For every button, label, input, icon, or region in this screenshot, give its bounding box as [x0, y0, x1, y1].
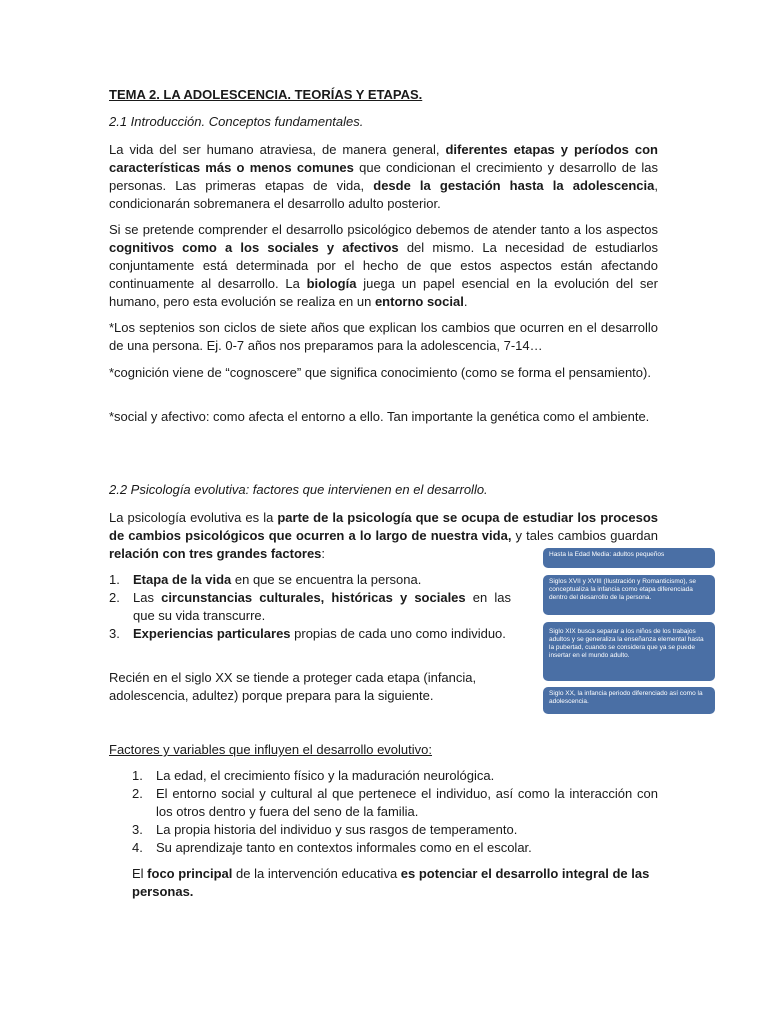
bold-span: entorno social: [374, 294, 464, 309]
diagram-text: Hasta la Edad Media: adultos pequeños: [549, 551, 665, 558]
factors-list: [109, 571, 511, 643]
bold-span: cognitivos como a los sociales y afectivos: [109, 240, 399, 255]
bold-span: es potenciar el desarrollo integral de las personas.: [132, 866, 650, 899]
list-item: [109, 821, 658, 839]
list-number: 1.: [109, 572, 120, 587]
list-text: El entorno social y cultural al que pertenece el individuo, así como la interacción con los otros dentro y fuera del seno de la familia.: [156, 786, 658, 819]
list-item: [109, 571, 511, 589]
text-span: :: [321, 546, 326, 561]
list-number: 2.: [109, 590, 120, 605]
list-text: La edad, el crecimiento físico y la maduración neurológica.: [156, 768, 495, 783]
list-number: 3.: [132, 822, 143, 837]
bold-span: circunstancias culturales, históricas y sociales: [161, 590, 466, 605]
list-number: 3.: [109, 626, 120, 641]
text-span: en las que su vida transcurre.: [133, 590, 511, 623]
text-span: del mismo. La necesidad de estudiarlos conjuntamente está determinada por el hecho de que estos aspectos están afectando continuamente al desarrollo. La: [109, 240, 658, 291]
paragraph-siglo-xx: Recién en el siglo XX se tiende a proteger cada etapa (infancia, adolescencia, adultez) porque prepara para la siguiente.: [109, 670, 477, 703]
list-item: [109, 785, 658, 821]
text-span: y tales cambios guardan: [511, 528, 659, 543]
diagram-text: Siglo XX, la infancia periodo diferenciado así como la adolescencia.: [549, 690, 703, 705]
diagram-box-edad-media: [543, 548, 715, 568]
bold-span: diferentes etapas y períodos con características más o menos comunes: [109, 142, 658, 175]
text-span: El: [132, 866, 148, 881]
diagram-box-siglo-xx: [543, 687, 715, 714]
text-span: que condicionan el crecimiento y desarrollo de las personas. Las primeras etapas de vida,: [109, 160, 659, 193]
note-social-afectivo: *social y afectivo: como afecta el entorno a ello. Tan importante la genética como el ambiente.: [109, 409, 650, 424]
list-item: [109, 625, 511, 643]
text-span: La psicología evolutiva es la: [109, 510, 278, 525]
history-diagram: [531, 546, 724, 719]
section-heading-variables: Factores y variables que influyen el desarrollo evolutivo:: [109, 742, 433, 757]
bold-span: Etapa de la vida: [133, 572, 232, 587]
section-heading-psicologia: 2.2 Psicología evolutiva: factores que intervienen en el desarrollo.: [109, 482, 488, 497]
text-span: Si se pretende comprender el desarrollo psicológico debemos de atender tanto a los aspectos: [109, 222, 658, 237]
text-span: , condicionarán sobremanera el desarrollo adulto posterior.: [109, 178, 658, 211]
bold-span: desde la gestación hasta la adolescencia: [373, 178, 655, 193]
diagram-box-siglo-xix: [543, 622, 715, 681]
list-number: 4.: [132, 840, 143, 855]
list-item: [109, 767, 658, 785]
bold-span: parte de la psicología que se ocupa de estudiar los procesos de cambios psicológicos que ocurren a lo largo de nuestra vida,: [109, 510, 658, 543]
text-span: juega un papel esencial en la evolución del ser humano, pero esta evolución se realiza en un: [109, 276, 658, 309]
list-text: La propia historia del individuo y sus rasgos de temperamento.: [156, 822, 518, 837]
bold-span: relación con tres grandes factores: [109, 546, 322, 561]
diagram-text: Siglos XVII y XVIII (Ilustración y Romanticismo), se conceptualiza la infancia como etapa diferenciada dentro del desarrollo de la persona.: [549, 578, 697, 601]
text-span: La vida del ser humano atraviesa, de manera general,: [109, 142, 446, 157]
paragraph-intro-2: [109, 221, 658, 311]
variables-list: [109, 767, 658, 857]
list-text: Su aprendizaje tanto en contextos informales como en el escolar.: [156, 840, 532, 855]
note-septenios: *Los septenios son ciclos de siete años que explican los cambios que ocurren en el desarrollo de una persona. Ej. 0-7 años nos preparamos para la adolescencia, 7-14…: [109, 320, 658, 353]
paragraph-intro-1: [109, 141, 658, 213]
note-cognicion: *cognición viene de “cognoscere” que significa conocimiento (como se forma el pensamiento).: [109, 365, 651, 380]
document-title: TEMA 2. LA ADOLESCENCIA. TEORÍAS Y ETAPAS.: [109, 87, 423, 102]
list-number: 2.: [132, 786, 143, 801]
text-span: .: [463, 294, 468, 309]
list-item: [109, 839, 658, 857]
bold-span: foco principal: [147, 866, 233, 881]
text-span: propias de cada uno como individuo.: [290, 626, 506, 641]
list-item: [109, 589, 511, 625]
section-heading-intro: 2.1 Introducción. Conceptos fundamentales.: [109, 114, 364, 129]
list-number: 1.: [132, 768, 143, 783]
text-span: Las: [133, 590, 162, 605]
paragraph-closing: [132, 865, 658, 901]
bold-span: biología: [306, 276, 357, 291]
text-span: en que se encuentra la persona.: [231, 572, 422, 587]
diagram-text: Siglo XIX busca separar a los niños de los trabajos adultos y se generaliza la enseñanza elemental hasta la pubertad, cuando se considera que ya se puede insertar en el mundo adulto.: [549, 628, 704, 659]
text-span: de la intervención educativa: [232, 866, 401, 881]
diagram-box-siglos-xvii-xviii: [543, 575, 715, 615]
bold-span: Experiencias particulares: [133, 626, 291, 641]
